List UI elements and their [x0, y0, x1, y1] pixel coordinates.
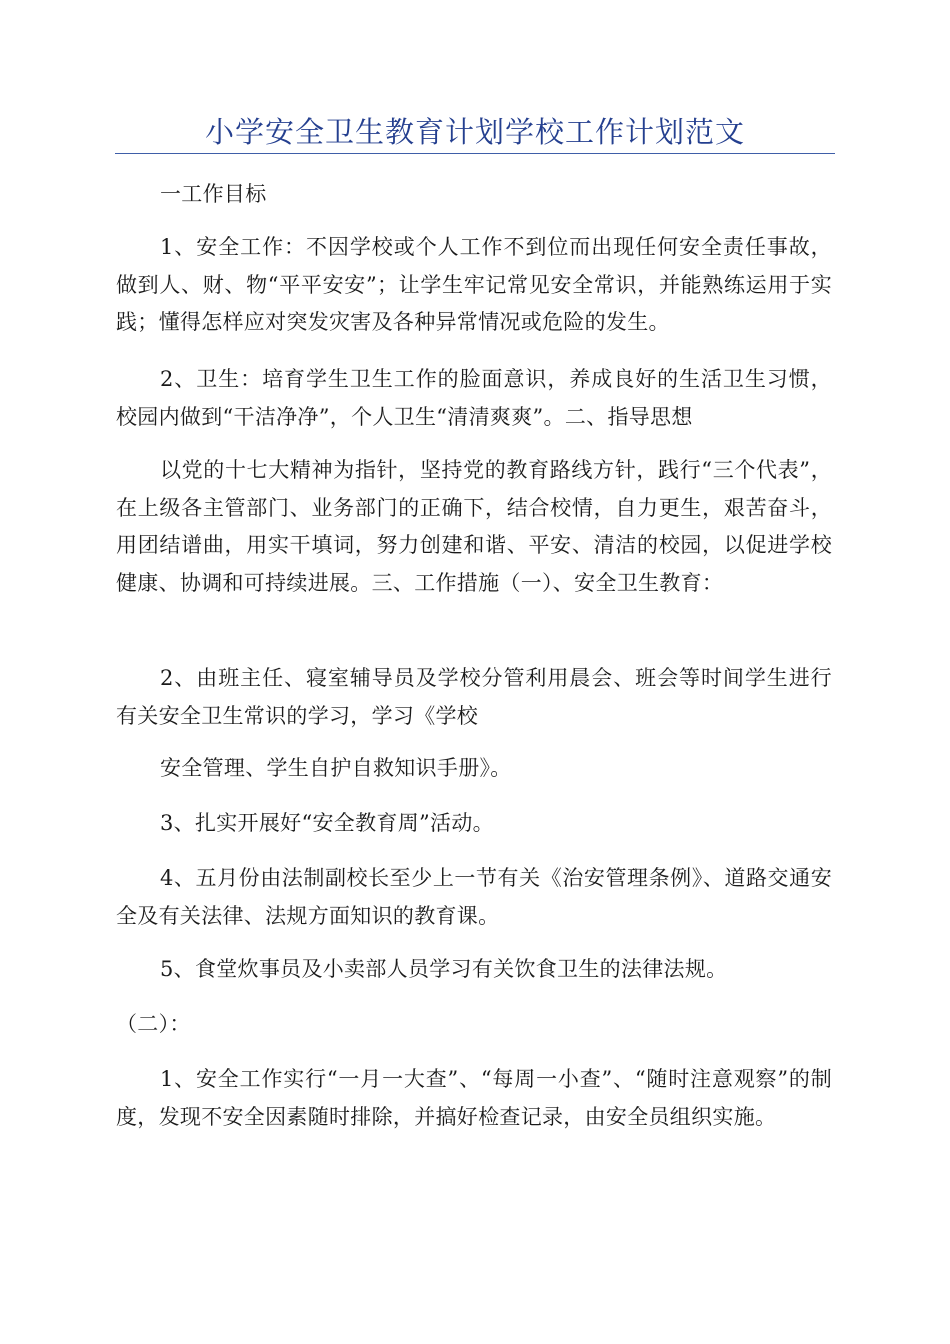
document-title: 小学安全卫生教育计划学校工作计划范文 — [204, 115, 745, 149]
section-heading-work-goals: 一工作目标 — [160, 182, 267, 206]
paragraph-guiding-ideology: 以党的十七大精神为指针，坚持党的教育路线方针，践行“三个代表”，在上级各主管部门、业务部门的正确下，结合校情，自力更生，艰苦奋斗，用团结谱曲，用实干填词，努力创建和谐、平安、清洁的校园，以促进学校健康、协调和可持续进展。三、工作措施（一）、安全卫生教育： — [116, 458, 832, 595]
paragraph-class-learning: 2、由班主任、寝室辅导员及学校分管利用晨会、班会等时间学生进行有关安全卫生常识的学习，学习《学校 — [116, 666, 832, 728]
paragraph-safety-week: 3、扎实开展好“安全教育周”活动。 — [160, 811, 494, 835]
paragraph-hygiene: 2、卫生：培育学生卫生工作的脸面意识，养成良好的生活卫生习惯，校园内做到“干洁净净”，个人卫生“清清爽爽”。二、指导思想 — [116, 367, 832, 429]
section-heading-two: （二）： — [116, 1012, 191, 1036]
paragraph-canteen-staff: 5、食堂炊事员及小卖部人员学习有关饮食卫生的法律法规。 — [160, 957, 728, 981]
paragraph-legal-education: 4、五月份由法制副校长至少上一节有关《治安管理条例》、道路交通安全及有关法律、法规方面知识的教育课。 — [116, 866, 832, 928]
paragraph-inspection-system: 1、安全工作实行“一月一大查”、“每周一小查”、“随时注意观察”的制度，发现不安全因素随时排除，并搞好检查记录，由安全员组织实施。 — [116, 1067, 832, 1129]
paragraph-safety-work: 1、安全工作：不因学校或个人工作不到位而出现任何安全责任事故，做到人、财、物“平平安安”；让学生牢记常见安全常识，并能熟练运用于实践；懂得怎样应对突发灾害及各种异常情况或危险的发生。 — [116, 235, 832, 334]
paragraph-handbook: 安全管理、学生自护自救知识手册》。 — [160, 756, 512, 780]
title-underline — [115, 153, 835, 154]
